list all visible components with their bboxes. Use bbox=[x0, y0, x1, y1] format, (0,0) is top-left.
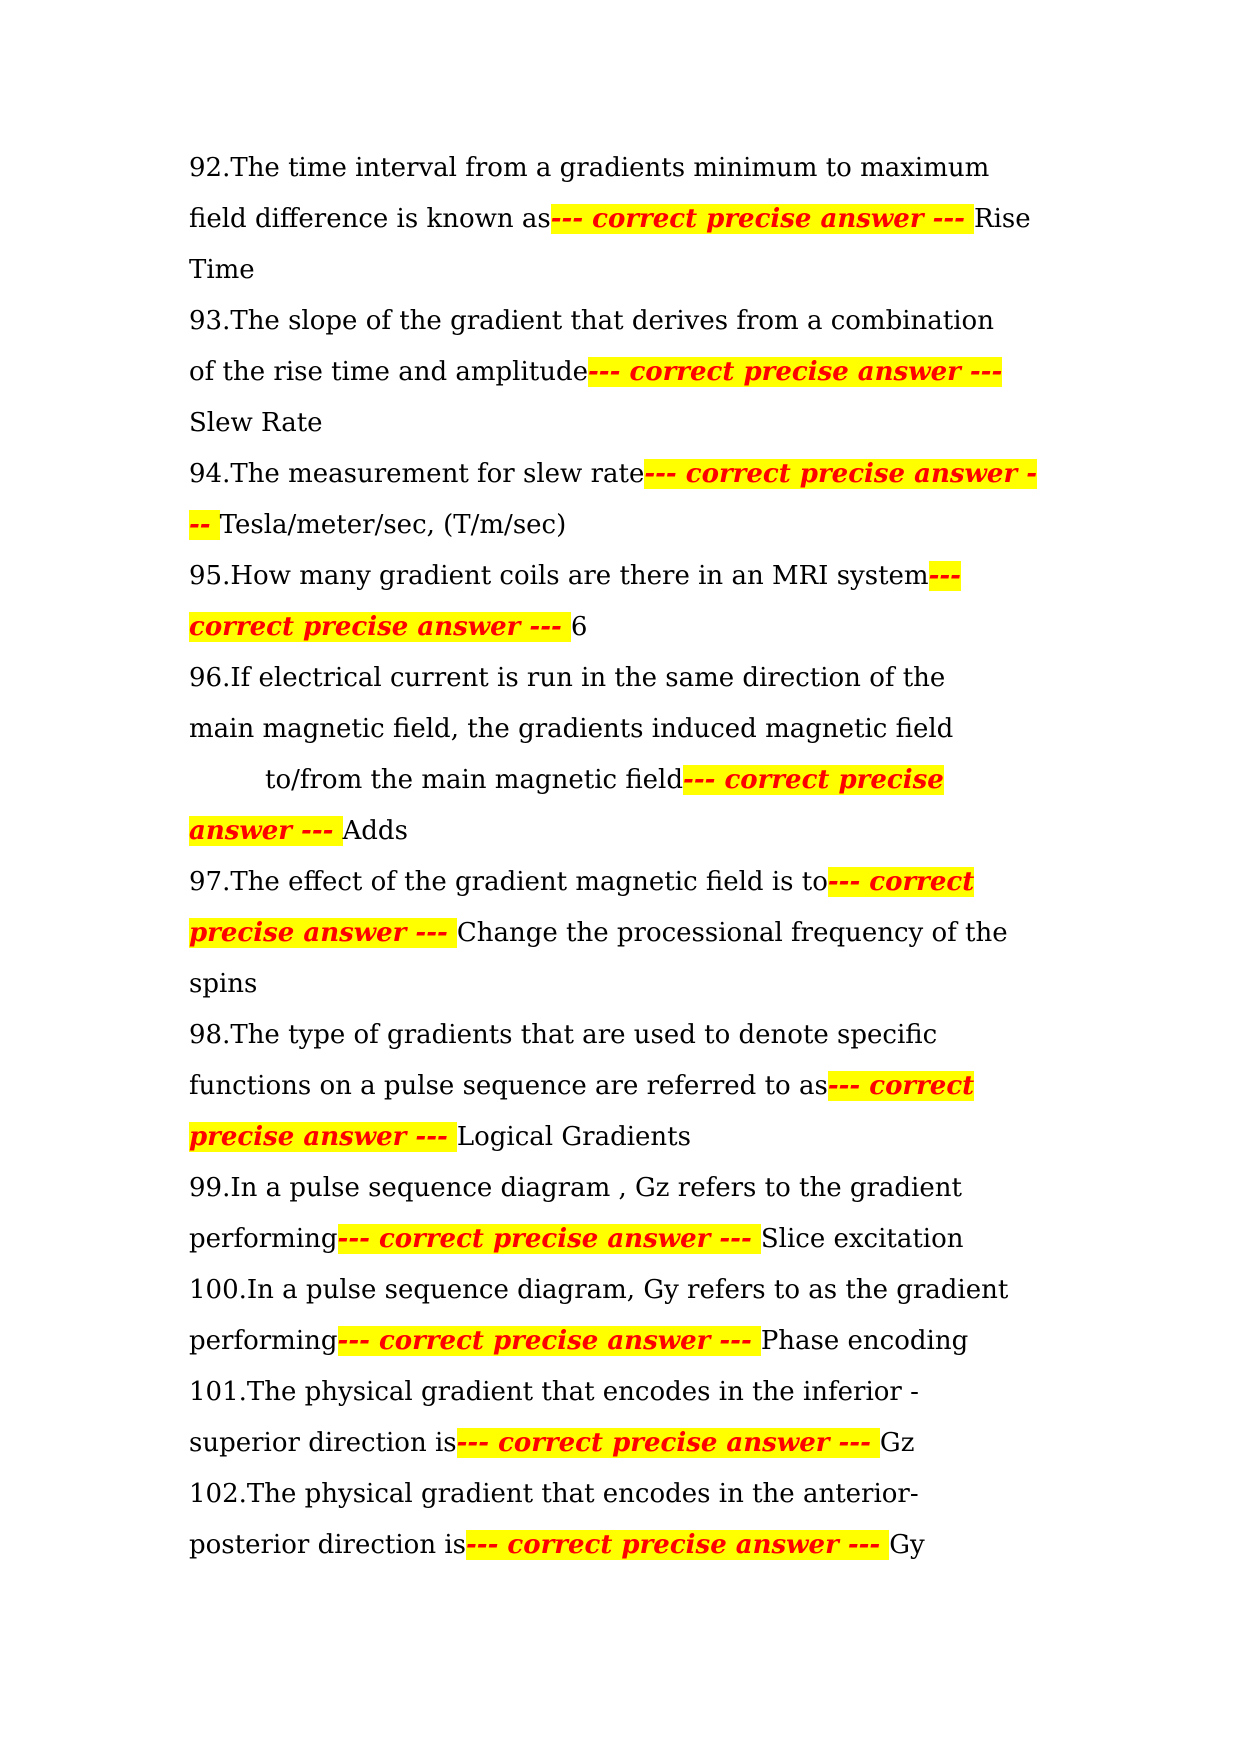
text-line bbox=[189, 1270, 1008, 1310]
answer-highlight: correct precise answer --- bbox=[189, 612, 571, 642]
line-text: superior direction is bbox=[189, 1428, 457, 1458]
text-line bbox=[189, 505, 566, 545]
line-text: 92.The time interval from a gradients minimum to maximum bbox=[189, 153, 990, 183]
answer-highlight: --- correct precise answer --- bbox=[588, 357, 1003, 387]
answer-text: Logical Gradients bbox=[456, 1122, 691, 1152]
answer-highlight: --- correct precise bbox=[683, 765, 944, 795]
text-line bbox=[189, 1168, 962, 1208]
text-line bbox=[189, 1372, 919, 1412]
answer-text: Tesla/meter/sec, (T/m/sec) bbox=[219, 510, 567, 540]
text-line bbox=[189, 1474, 919, 1514]
answer-text: Adds bbox=[342, 816, 408, 846]
answer-highlight: --- correct precise answer - bbox=[644, 459, 1037, 489]
line-text: 96.If electrical current is run in the same direction of the bbox=[189, 663, 946, 693]
line-text: Time bbox=[189, 255, 255, 285]
answer-highlight: --- correct precise answer --- bbox=[456, 1428, 880, 1458]
text-line bbox=[189, 709, 953, 749]
answer-highlight: --- correct precise answer --- bbox=[550, 204, 975, 234]
text-line bbox=[189, 1066, 974, 1106]
line-text: to/from the main magnetic field bbox=[265, 765, 684, 795]
text-line bbox=[189, 658, 945, 698]
text-line bbox=[189, 1015, 937, 1055]
line-text: main magnetic field, the gradients induced magnetic field bbox=[189, 714, 954, 744]
answer-highlight: answer --- bbox=[189, 816, 343, 846]
line-text: functions on a pulse sequence are referred to as bbox=[189, 1071, 828, 1101]
line-text: field difference is known as bbox=[189, 204, 551, 234]
text-line bbox=[189, 454, 1037, 494]
answer-text: Slice excitation bbox=[760, 1224, 964, 1254]
line-text: performing bbox=[189, 1326, 338, 1356]
line-text: 102.The physical gradient that encodes in the anterior- bbox=[189, 1479, 919, 1509]
answer-highlight: --- bbox=[928, 561, 961, 591]
line-text: posterior direction is bbox=[189, 1530, 466, 1560]
line-text: 101.The physical gradient that encodes in the inferior - bbox=[189, 1377, 919, 1407]
answer-text: Gz bbox=[879, 1428, 915, 1458]
line-text: 93.The slope of the gradient that derives from a combination bbox=[189, 306, 994, 336]
answer-highlight: --- correct precise answer --- bbox=[337, 1326, 761, 1356]
text-line bbox=[189, 1423, 914, 1463]
line-text: Slew Rate bbox=[189, 408, 323, 438]
text-line bbox=[189, 811, 408, 851]
text-line bbox=[189, 607, 587, 647]
text-line bbox=[189, 352, 1002, 392]
answer-text: Rise bbox=[974, 204, 1031, 234]
line-text: spins bbox=[189, 969, 258, 999]
text-line bbox=[189, 199, 1031, 239]
line-text: 98.The type of gradients that are used to denote specific bbox=[189, 1020, 938, 1050]
text-line bbox=[189, 403, 323, 443]
answer-highlight: -- bbox=[189, 510, 220, 540]
answer-text: Gy bbox=[889, 1530, 925, 1560]
answer-highlight: --- correct bbox=[827, 867, 975, 897]
line-text: performing bbox=[189, 1224, 338, 1254]
text-line bbox=[189, 913, 1008, 953]
text-line bbox=[189, 1117, 691, 1157]
answer-highlight: --- correct precise answer --- bbox=[466, 1530, 890, 1560]
answer-text: Phase encoding bbox=[760, 1326, 969, 1356]
line-text: 99.In a pulse sequence diagram , Gz refers to the gradient bbox=[189, 1173, 962, 1203]
text-line bbox=[189, 1321, 968, 1361]
answer-highlight: precise answer --- bbox=[189, 1122, 457, 1152]
text-line bbox=[265, 760, 944, 800]
answer-text: 6 bbox=[570, 612, 588, 642]
text-line bbox=[189, 301, 994, 341]
answer-text: Change the processional frequency of the bbox=[456, 918, 1008, 948]
text-line bbox=[189, 862, 974, 902]
line-text: of the rise time and amplitude bbox=[189, 357, 589, 387]
text-line bbox=[189, 250, 255, 290]
text-line bbox=[189, 1219, 964, 1259]
line-text: 100.In a pulse sequence diagram, Gy refers to as the gradient bbox=[189, 1275, 1009, 1305]
line-text: 95.How many gradient coils are there in an MRI system bbox=[189, 561, 929, 591]
text-line bbox=[189, 148, 989, 188]
line-text: 97.The effect of the gradient magnetic field is to bbox=[189, 867, 828, 897]
answer-highlight: --- correct bbox=[827, 1071, 975, 1101]
answer-highlight: --- correct precise answer --- bbox=[337, 1224, 761, 1254]
text-line bbox=[189, 1525, 925, 1565]
line-text: 94.The measurement for slew rate bbox=[189, 459, 645, 489]
answer-highlight: precise answer --- bbox=[189, 918, 457, 948]
text-line bbox=[189, 964, 257, 1004]
text-line bbox=[189, 556, 961, 596]
